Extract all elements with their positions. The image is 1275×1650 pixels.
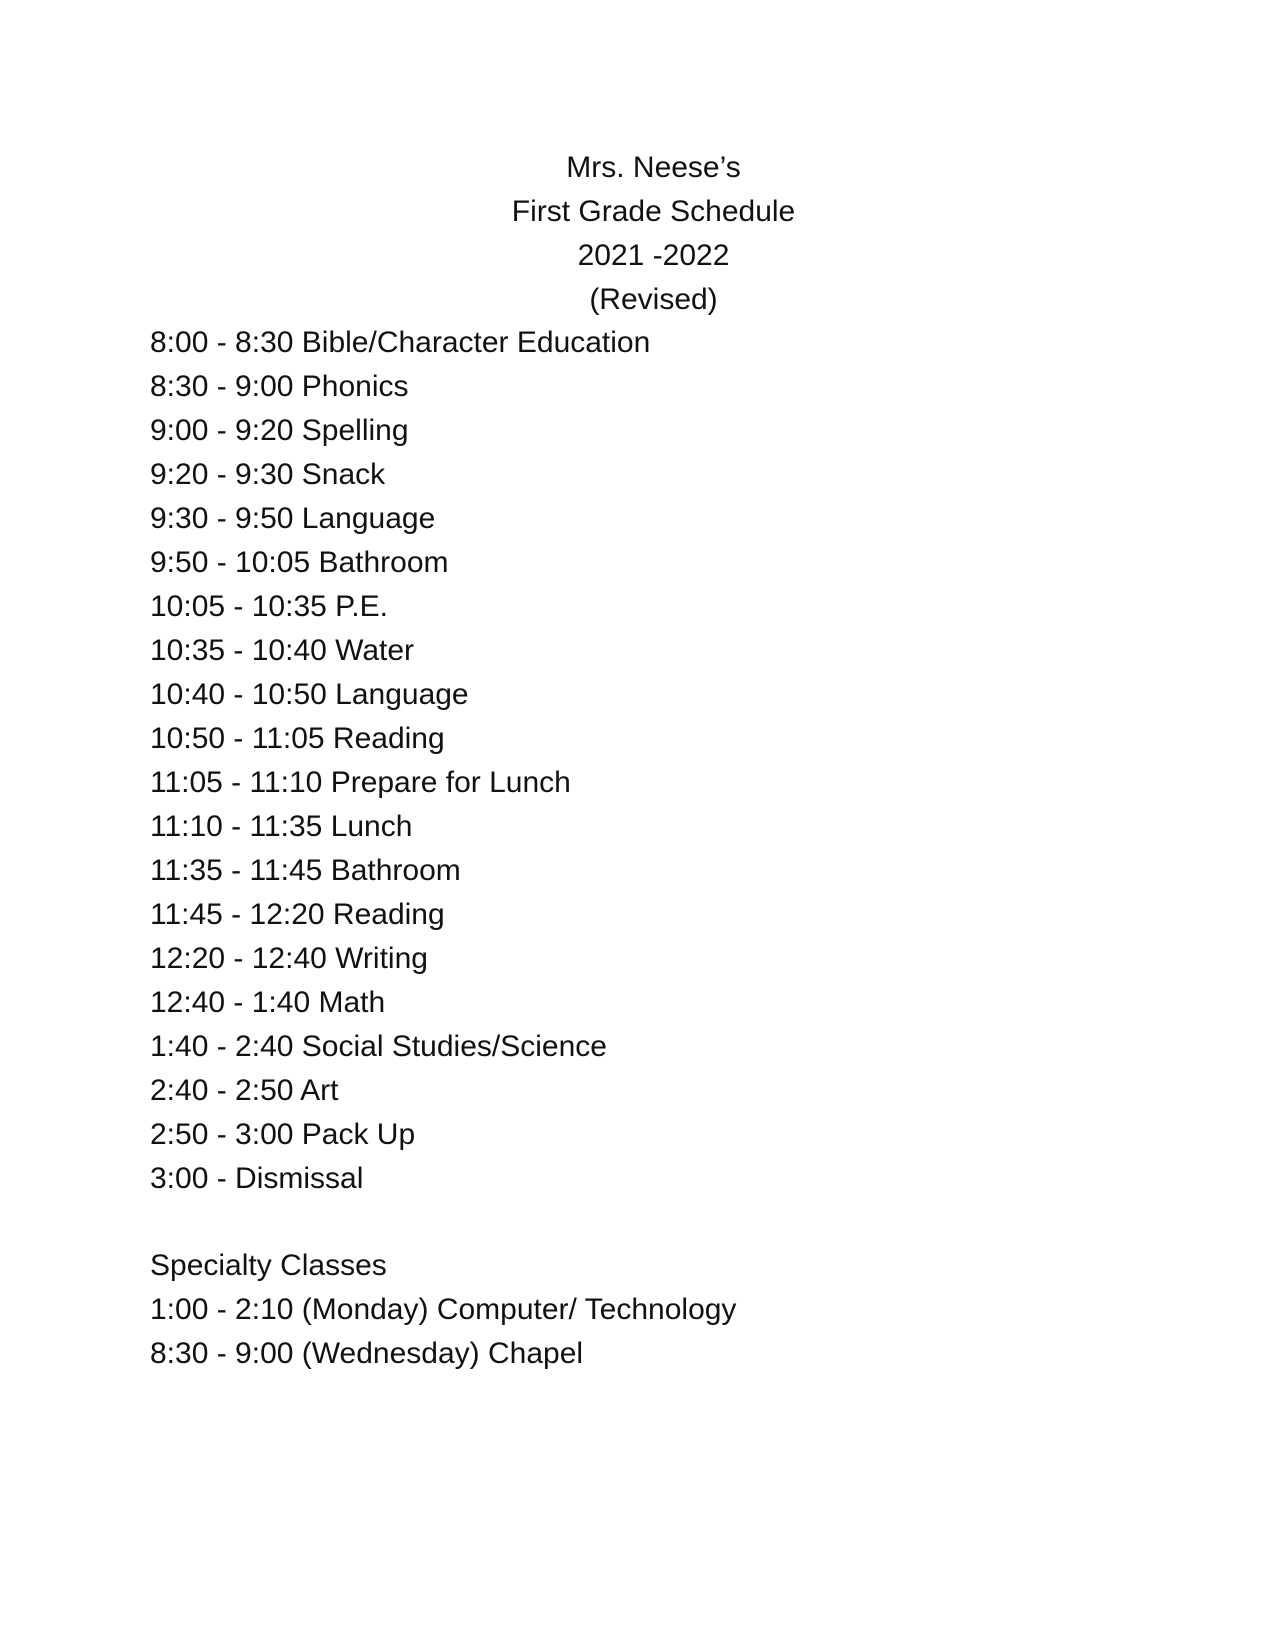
schedule-row: 12:40 - 1:40 Math [150, 986, 386, 1019]
schedule-row: 11:35 - 11:45 Bathroom [150, 854, 461, 887]
specialty-row: 8:30 - 9:00 (Wednesday) Chapel [150, 1337, 584, 1370]
document-title: First Grade Schedule [511, 195, 796, 228]
schedule-row: 1:40 - 2:40 Social Studies/Science [150, 1030, 607, 1063]
schedule-row: 3:00 - Dismissal [150, 1162, 364, 1195]
schedule-row: 10:35 - 10:40 Water [150, 634, 415, 667]
school-year: 2021 -2022 [577, 239, 730, 272]
schedule-row: 2:50 - 3:00 Pack Up [150, 1118, 416, 1151]
teacher-name: Mrs. Neese’s [566, 151, 741, 184]
schedule-row: 11:45 - 12:20 Reading [150, 898, 445, 931]
specialty-row: 1:00 - 2:10 (Monday) Computer/ Technology [150, 1293, 737, 1326]
schedule-row: 9:50 - 10:05 Bathroom [150, 546, 449, 579]
schedule-row: 8:30 - 9:00 Phonics [150, 370, 409, 403]
schedule-row: 11:05 - 11:10 Prepare for Lunch [150, 766, 571, 799]
specialty-classes [150, 1244, 1200, 1376]
schedule-row: 8:00 - 8:30 Bible/Character Education [150, 326, 651, 359]
daily-schedule [150, 321, 1200, 1201]
document-header [0, 146, 1275, 322]
schedule-row: 2:40 - 2:50 Art [150, 1074, 339, 1107]
schedule-row: 10:40 - 10:50 Language [150, 678, 469, 711]
schedule-row: 11:10 - 11:35 Lunch [150, 810, 413, 843]
schedule-row: 12:20 - 12:40 Writing [150, 942, 428, 975]
schedule-row: 10:05 - 10:35 P.E. [150, 590, 388, 623]
schedule-row: 10:50 - 11:05 Reading [150, 722, 445, 755]
schedule-row: 9:20 - 9:30 Snack [150, 458, 386, 491]
specialty-heading: Specialty Classes [150, 1249, 387, 1282]
revision-note: (Revised) [589, 283, 718, 316]
schedule-row: 9:00 - 9:20 Spelling [150, 414, 409, 447]
schedule-row: 9:30 - 9:50 Language [150, 502, 436, 535]
